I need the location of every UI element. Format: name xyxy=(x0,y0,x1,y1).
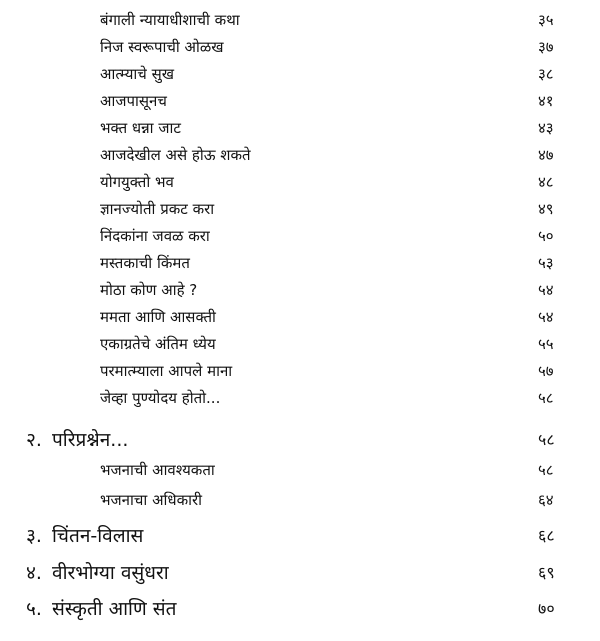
toc-page-number: ४८ xyxy=(538,173,554,191)
toc-page-number: ३५ xyxy=(538,11,554,29)
chapter-number: ५. xyxy=(26,598,42,620)
toc-entry-title: आत्म्याचे सुख xyxy=(100,65,175,83)
chapter-title: संस्कृती आणि संत xyxy=(52,598,177,620)
toc-page-number: ५३ xyxy=(538,254,554,272)
chapter-title: चिंतन-विलास xyxy=(52,525,144,547)
toc-page-number: ४७ xyxy=(538,146,554,164)
toc-page-number: ५४ xyxy=(538,281,554,299)
chapter-number: २. xyxy=(26,429,42,451)
toc-page-number: ५० xyxy=(538,227,554,245)
toc-entry-title: आजपासूनच xyxy=(100,92,167,110)
toc-subitem xyxy=(0,249,600,277)
toc-chapter xyxy=(0,522,600,550)
chapter-title: वीरभोग्या वसुंधरा xyxy=(52,562,169,584)
toc-entry-title: ममता आणि आसक्ती xyxy=(100,308,216,326)
chapter-number: ४. xyxy=(26,562,42,584)
toc-subitem xyxy=(0,168,600,196)
toc-entry-title: निंदकांना जवळ करा xyxy=(100,227,210,245)
toc-page-number: ६८ xyxy=(538,526,555,545)
toc-subitem xyxy=(0,357,600,385)
toc-entry-title: मोठा कोण आहे ? xyxy=(100,281,198,299)
toc-entry-title: आजदेखील असे होऊ शकते xyxy=(100,146,251,164)
toc-entry-title: भक्त धन्ना जाट xyxy=(100,119,181,137)
toc-page-number: ४९ xyxy=(538,200,554,218)
chapter-number: ३. xyxy=(26,525,42,547)
toc-subitem xyxy=(0,222,600,250)
toc-subitem xyxy=(0,303,600,331)
toc-page-number: ४१ xyxy=(538,92,554,110)
toc-page-number: ५८ xyxy=(538,430,555,449)
toc-page-number: ४३ xyxy=(538,119,554,137)
toc-entry-title: बंगाली न्यायाधीशाची कथा xyxy=(100,11,240,29)
toc-subitem xyxy=(0,384,600,412)
toc-page-number: ६४ xyxy=(538,491,554,509)
toc-page-number: ५८ xyxy=(538,389,554,407)
toc-subitem xyxy=(0,6,600,34)
toc-subitem xyxy=(0,276,600,304)
toc-entry-title: मस्तकाची किंमत xyxy=(100,254,190,272)
toc-page-number: ६९ xyxy=(538,563,555,582)
toc-subitem xyxy=(0,195,600,223)
toc-subitem xyxy=(0,141,600,169)
toc-subitem xyxy=(0,33,600,61)
toc-entry-title: ज्ञानज्योती प्रकट करा xyxy=(100,200,215,218)
toc-page-number: ७० xyxy=(538,599,555,618)
toc-page-number: ५४ xyxy=(538,308,554,326)
toc-chapter xyxy=(0,426,600,454)
toc-page-number: ५८ xyxy=(538,461,554,479)
toc-subitem xyxy=(0,87,600,115)
toc-entry-title: परमात्म्याला आपले माना xyxy=(100,362,233,380)
toc-page-number: ५५ xyxy=(538,335,554,353)
chapter-title: परिप्रश्नेन... xyxy=(52,429,129,451)
toc-page-number: ३८ xyxy=(538,65,554,83)
toc-entry-title: भजनाची आवश्यकता xyxy=(100,461,215,479)
toc-entry-title: भजनाचा अधिकारी xyxy=(100,491,203,509)
toc-chapter xyxy=(0,595,600,623)
toc-chapter xyxy=(0,559,600,587)
toc-entry-title: निज स्वरूपाची ओळख xyxy=(100,38,224,56)
toc-subitem xyxy=(0,456,600,484)
toc-subitem xyxy=(0,60,600,88)
toc-entry-title: योगयुक्तो भव xyxy=(100,173,174,191)
toc-subitem xyxy=(0,486,600,514)
toc-entry-title: जेव्हा पुण्योदय होतो... xyxy=(100,389,221,407)
toc-entry-title: एकाग्रतेचे अंतिम ध्येय xyxy=(100,335,216,353)
toc-subitem xyxy=(0,114,600,142)
toc-page-number: ५७ xyxy=(538,362,554,380)
toc-subitem xyxy=(0,330,600,358)
toc-page-number: ३७ xyxy=(538,38,554,56)
